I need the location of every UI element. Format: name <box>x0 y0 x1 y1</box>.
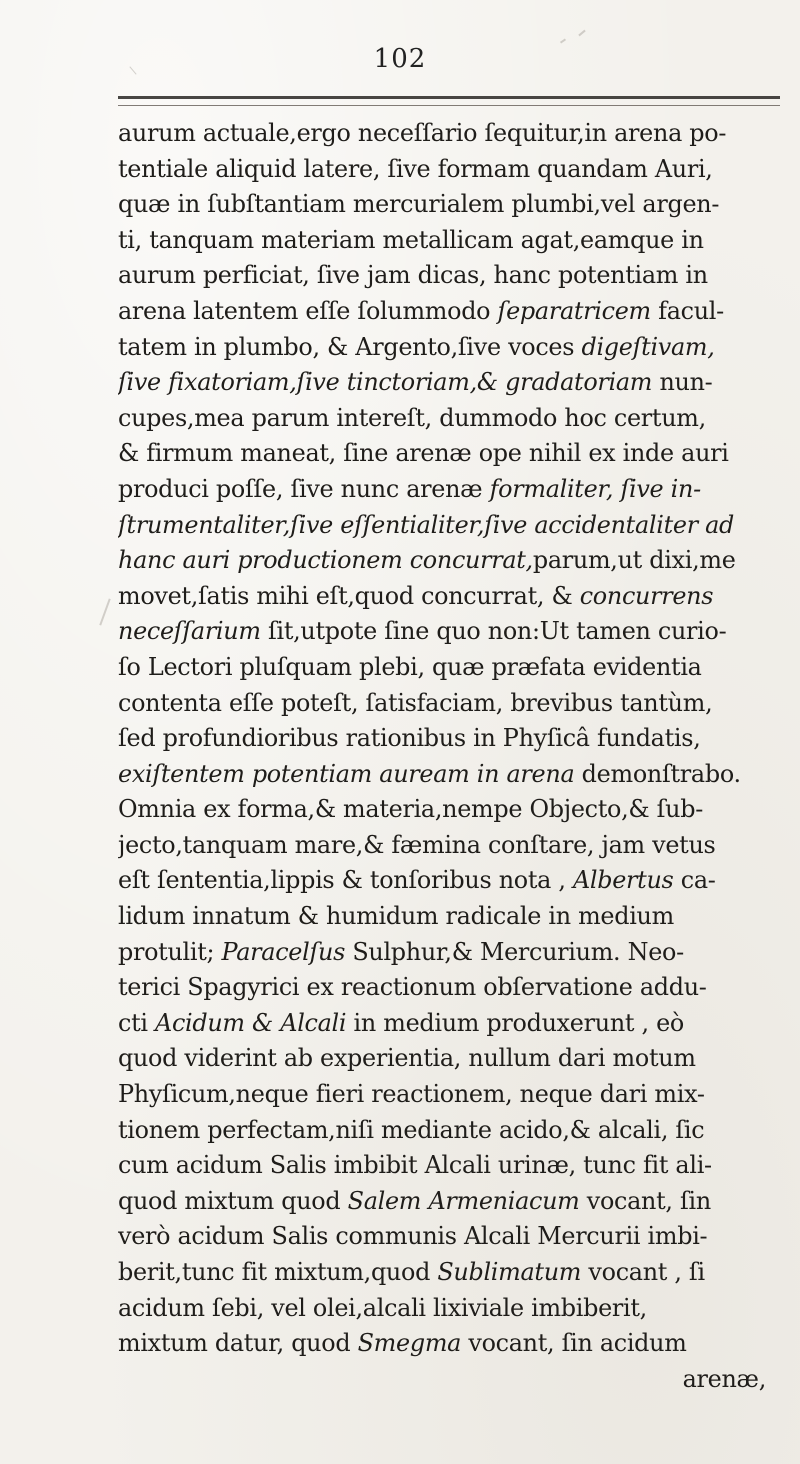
text-line <box>118 223 798 259</box>
text-segment: cti <box>118 1008 155 1037</box>
page-number: 102 <box>373 44 427 74</box>
text-line <box>118 863 798 899</box>
italic-segment: Albertus <box>572 866 674 895</box>
italic-segment: formaliter, ſive in- <box>489 474 701 503</box>
text-segment: & firmum maneat, ſine arenæ ope nihil ex inde auri <box>118 439 729 468</box>
catchword: arenæ, <box>682 1364 766 1393</box>
text-segment: tatem in plumbo, & Argento,ſive voces <box>118 332 582 361</box>
text-line <box>118 1326 798 1362</box>
text-segment: aurum actuale,ergo neceſſario ſequitur,in arena po- <box>118 119 727 147</box>
text-line <box>118 187 798 223</box>
text-line <box>118 1255 798 1291</box>
text-segment: vocant , ſi <box>581 1258 705 1286</box>
text-line <box>118 579 798 615</box>
text-line <box>118 1148 798 1184</box>
text-line <box>118 472 798 508</box>
text-line <box>118 258 798 294</box>
text-segment: produci poſſe, ſive nunc arenæ <box>118 474 490 503</box>
text-line <box>118 365 798 401</box>
text-line <box>118 970 798 1006</box>
paper-speck <box>99 599 110 626</box>
italic-segment: neceſſarium <box>118 617 261 646</box>
text-line <box>118 543 798 579</box>
text-line <box>118 935 798 971</box>
text-line <box>118 1219 798 1255</box>
text-segment: contenta eſſe poteſt, ſatisfaciam, brevibus tantùm, <box>118 688 713 717</box>
text-segment: acidum ſebi, vel olei,alcali lixiviale imbiberit, <box>118 1293 647 1322</box>
text-line <box>118 686 798 722</box>
text-segment: quod mixtum quod <box>118 1186 348 1215</box>
italic-segment: Sublimatum <box>437 1258 582 1286</box>
text-segment: facul- <box>650 296 724 325</box>
text-segment: mixtum datur, quod <box>118 1329 358 1358</box>
text-line <box>118 614 798 650</box>
italic-segment: Salem Armeniacum <box>347 1186 580 1215</box>
text-line <box>118 721 798 757</box>
italic-segment: ſive fixatoriam,ſive tinctoriam,& gradatoriam <box>118 368 653 397</box>
text-segment: lidum innatum & humidum radicale in medium <box>118 902 674 931</box>
text-line <box>118 436 798 472</box>
text-segment: cupes,mea parum intereſt, dummodo hoc certum, <box>118 403 706 432</box>
italic-segment: digeſtivam, <box>581 332 715 361</box>
text-segment: arena latentem eſſe ſolummodo <box>118 296 498 325</box>
text-segment: parum,ut dixi,me <box>532 546 736 575</box>
text-line <box>118 899 798 935</box>
italic-segment: hanc auri productionem concurrat, <box>118 546 533 575</box>
text-line <box>118 1041 798 1077</box>
text-segment: quod viderint ab experientia, nullum dari motum <box>118 1044 696 1073</box>
paper-speck <box>560 38 566 43</box>
italic-segment: exiſtentem potentiam auream in arena <box>118 759 575 788</box>
text-segment: terici Spagyrici ex reactionum obſervatione addu- <box>118 973 707 1002</box>
text-line <box>118 508 798 544</box>
header-rule <box>118 96 780 106</box>
text-segment: nun- <box>652 368 713 397</box>
italic-segment: Smegma <box>357 1329 462 1358</box>
italic-segment: concurrens <box>579 581 714 610</box>
text-segment: eſt ſententia,lippis & tonſoribus nota , <box>118 866 573 895</box>
text-segment: tentiale aliquid latere, ſive formam quandam Auri, <box>118 154 713 183</box>
italic-segment: ſeparatricem <box>497 296 651 325</box>
text-segment: ti, tanquam materiam metallicam agat,eamque in <box>118 225 704 254</box>
text-segment: ſit,utpote ſine quo non:Ut tamen curio- <box>260 617 727 646</box>
italic-segment: Paracelſus <box>221 937 346 966</box>
text-line <box>118 116 798 152</box>
italic-segment: Acidum & Alcali <box>155 1008 347 1037</box>
text-segment: aurum perficiat, ſive jam dicas, hanc potentiam in <box>118 261 708 290</box>
text-segment: Sulphur,& Mercurium. Neo- <box>345 937 684 966</box>
text-segment: cum acidum Salis imbibit Alcali urinæ, tunc fit ali- <box>118 1151 712 1180</box>
text-line <box>118 828 798 864</box>
text-segment: vocant, ſin <box>579 1186 711 1215</box>
text-segment: vocant, ſin acidum <box>461 1329 687 1358</box>
text-segment: ſo Lectori pluſquam plebi, quæ præfata evidentia <box>118 652 702 681</box>
text-segment: protulit; <box>118 937 222 966</box>
text-segment: verò acidum Salis communis Alcali Mercurii imbi- <box>118 1222 708 1251</box>
text-line <box>118 294 798 330</box>
text-line <box>118 1291 798 1327</box>
text-line <box>118 792 798 828</box>
text-segment: jecto,tanquam mare,& fæmina conſtare, jam vetus <box>118 830 716 859</box>
text-line <box>118 1184 798 1220</box>
paper-speck <box>578 30 585 37</box>
text-segment: Omnia ex forma,& materia,nempe Objecto,& ſub- <box>118 795 703 824</box>
text-line <box>118 650 798 686</box>
text-segment: ſed profundioribus rationibus in Phyſicâ fundatis, <box>118 724 701 753</box>
text-line <box>118 330 798 366</box>
text-segment: demonſtrabo. <box>574 759 741 788</box>
text-line <box>118 757 798 793</box>
text-line <box>118 152 798 188</box>
text-segment: tionem perfectam,niſi mediante acido,& alcali, ſic <box>118 1115 705 1144</box>
italic-segment: ſtrumentaliter,ſive eſſentialiter,ſive accidentaliter ad <box>118 510 735 539</box>
text-segment: berit,tunc fit mixtum,quod <box>118 1258 438 1286</box>
text-segment: in medium produxerunt , eò <box>346 1008 684 1037</box>
text-segment: Phyſicum,neque fieri reactionem, neque dari mix- <box>118 1080 705 1109</box>
body-text <box>118 116 798 1397</box>
text-segment: quæ in ſubſtantiam mercurialem plumbi,vel argen- <box>118 190 720 219</box>
text-line <box>118 1077 798 1113</box>
text-line <box>118 1113 798 1149</box>
text-segment: movet,ſatis mihi eſt,quod concurrat, & <box>118 581 580 610</box>
text-line <box>118 401 798 437</box>
text-segment: ca- <box>673 866 716 895</box>
text-line <box>118 1006 798 1042</box>
